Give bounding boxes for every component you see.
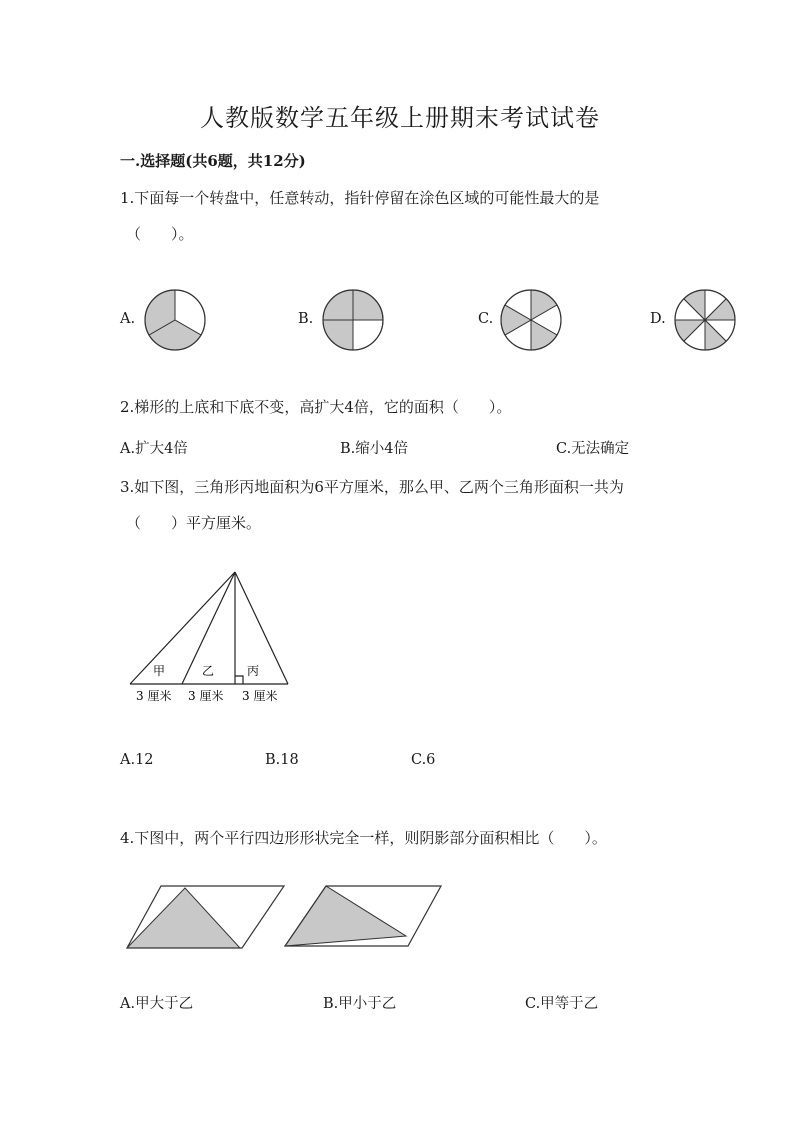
triangle-edge-right bbox=[235, 572, 288, 684]
spinner-b bbox=[321, 288, 385, 352]
base-label-1: 3 厘米 bbox=[136, 689, 172, 703]
parallelogram-yi bbox=[285, 886, 441, 946]
q4-option-b: B.甲小于乙 bbox=[323, 996, 397, 1012]
q1-text-line1: 1.下面每一个转盘中，任意转动，指针停留在涂色区域的可能性最大的是 bbox=[120, 189, 600, 207]
q4-text: 4.下图中，两个平行四边形形状完全一样，则阴影部分面积相比（ ）。 bbox=[120, 829, 607, 847]
q1-option-d-label: D. bbox=[650, 311, 666, 327]
spinner-a bbox=[143, 288, 207, 352]
label-jia: 甲 bbox=[153, 664, 166, 678]
base-label-2: 3 厘米 bbox=[188, 689, 224, 703]
shaded-triangle-yi bbox=[285, 886, 406, 946]
q3-text-line2: （ ）平方厘米。 bbox=[126, 514, 262, 532]
q4-option-a: A.甲大于乙 bbox=[120, 996, 194, 1012]
triangle-figure bbox=[120, 560, 300, 710]
q2-option-a: A.扩大4倍 bbox=[120, 441, 188, 457]
page-title: 人教版数学五年级上册期末考试试卷 bbox=[200, 104, 600, 132]
q1-option-b-label: B. bbox=[298, 311, 314, 327]
label-bing: 丙 bbox=[247, 664, 260, 678]
spinner-d bbox=[673, 288, 737, 352]
section-heading: 一.选择题(共6题，共12分) bbox=[120, 152, 306, 170]
q3-text-line1: 3.如下图，三角形丙地面积为6平方厘米，那么甲、乙两个三角形面积一共为 bbox=[120, 478, 624, 496]
q2-text: 2.梯形的上底和下底不变，高扩大4倍，它的面积（ ）。 bbox=[120, 398, 512, 416]
parallelogram-figure bbox=[120, 880, 450, 952]
spinner-c bbox=[499, 288, 563, 352]
triangle-edge-left bbox=[130, 572, 235, 684]
label-yi: 乙 bbox=[202, 664, 215, 678]
q1-option-a-label: A. bbox=[120, 311, 136, 327]
base-label-3: 3 厘米 bbox=[242, 689, 278, 703]
parallelogram-jia bbox=[127, 886, 284, 948]
q2-option-b: B.缩小4倍 bbox=[340, 441, 408, 457]
right-angle-mark bbox=[235, 676, 243, 684]
q3-option-a: A.12 bbox=[120, 752, 154, 768]
q1-option-c-label: C. bbox=[478, 311, 494, 327]
q3-option-c: C.6 bbox=[411, 752, 436, 768]
q3-option-b: B.18 bbox=[265, 752, 299, 768]
q4-option-c: C.甲等于乙 bbox=[525, 996, 599, 1012]
q2-option-c: C.无法确定 bbox=[556, 441, 630, 457]
q1-text-line2: （ ）。 bbox=[126, 225, 194, 243]
